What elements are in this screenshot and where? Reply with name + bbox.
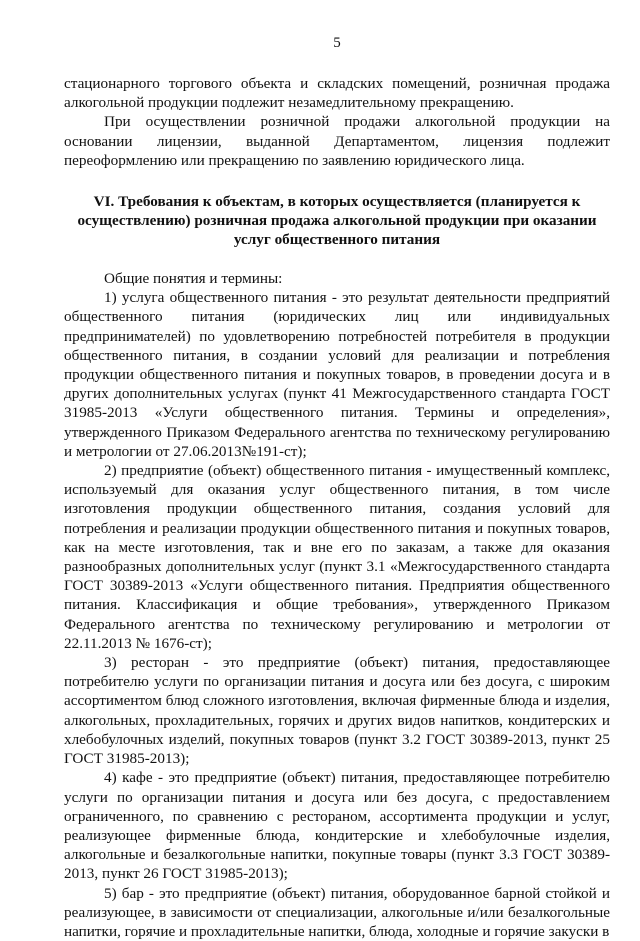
term-item: 4) кафе - это предприятие (объект) питания, предоставляющее потребителю услуги по организации питания и досуга или без досуга, с предоставлением ограниченного, по сравнению с рестораном, ассортимента продукции и услуг, реализующее фирменные блюда, кондитерские и хлебобулочные изделия, алкогольные и безалкогольные напитки, покупные товары (пункт 3.3 ГОСТ 30389-2013, пункт 26 ГОСТ 31985-2013); — [64, 769, 610, 883]
paragraph-license: При осуществлении розничной продажи алкогольной продукции на основании лицензии, выданной Департаментом, лицензия подлежит переоформлению или прекращению по заявлению юридического лица. — [64, 113, 610, 169]
document-body — [64, 74, 610, 941]
term-item: 2) предприятие (объект) общественного питания - имущественный комплекс, используемый для оказания услуг общественного питания, в том числе изготовления продукции общественного питания, создания условий для потребления и реализации продукции общественного питания и покупных товаров, как на месте изготовления, так и вне его по заказам, а также для оказания разнообразных дополнительных услуг (пункт 3.1 «Межгосударственного стандарта ГОСТ 30389-2013 «Услуги общественного питания. Предприятия общественного питания. Классификация и общие требования», утвержденного Приказом Федерального агентства по техническому регулированию и метрологии от 22.11.2013 № 1676-ст); — [64, 462, 610, 652]
section-heading: VI. Требования к объектам, в которых осуществляется (планируется к осуществлению) розничная продажа алкогольной продукции при оказании услуг общественного питания — [77, 193, 597, 249]
page-number: 5 — [333, 35, 341, 51]
paragraph-continuation: стационарного торгового объекта и складских помещений, розничная продажа алкогольной продукции подлежит незамедлительному прекращению. — [64, 75, 610, 112]
terms-intro: Общие понятия и термины: — [104, 270, 283, 288]
term-item: 3) ресторан - это предприятие (объект) питания, предоставляющее потребителю услуги по организации питания и досуга или без досуга, с широким ассортиментом блюд сложного изготовления, включая фирменные блюда и изделия, алкогольных, прохладительных, горячих и других видов напитков, кондитерских и хлебобулочных изделий, покупных товаров (пункт 3.2 ГОСТ 30389-2013, пункт 25 ГОСТ 31985-2013); — [64, 654, 610, 768]
term-item: 1) услуга общественного питания - это результат деятельности предприятий общественного питания (юридических лиц или индивидуальных предпринимателей) по удовлетворению потребностей потребителя в продукции общественного питания, в создании условий для реализации и потребления продукции общественного питания и покупных товаров, в проведении досуга и в других дополнительных услугах (пункт 41 Межгосударственного стандарта ГОСТ 31985-2013 «Услуги общественного питания. Термины и определения», утвержденного Приказом Федерального агентства по техническому регулированию и метрологии от 27.06.2013№191-ст); — [64, 289, 610, 460]
term-item: 5) бар - это предприятие (объект) питания, оборудованное барной стойкой и реализующее, в зависимости от специализации, алкогольные и/или безалкогольные напитки, горячие и прохладительные напитки, блюда, холодные и горячие закуски в — [64, 884, 610, 940]
